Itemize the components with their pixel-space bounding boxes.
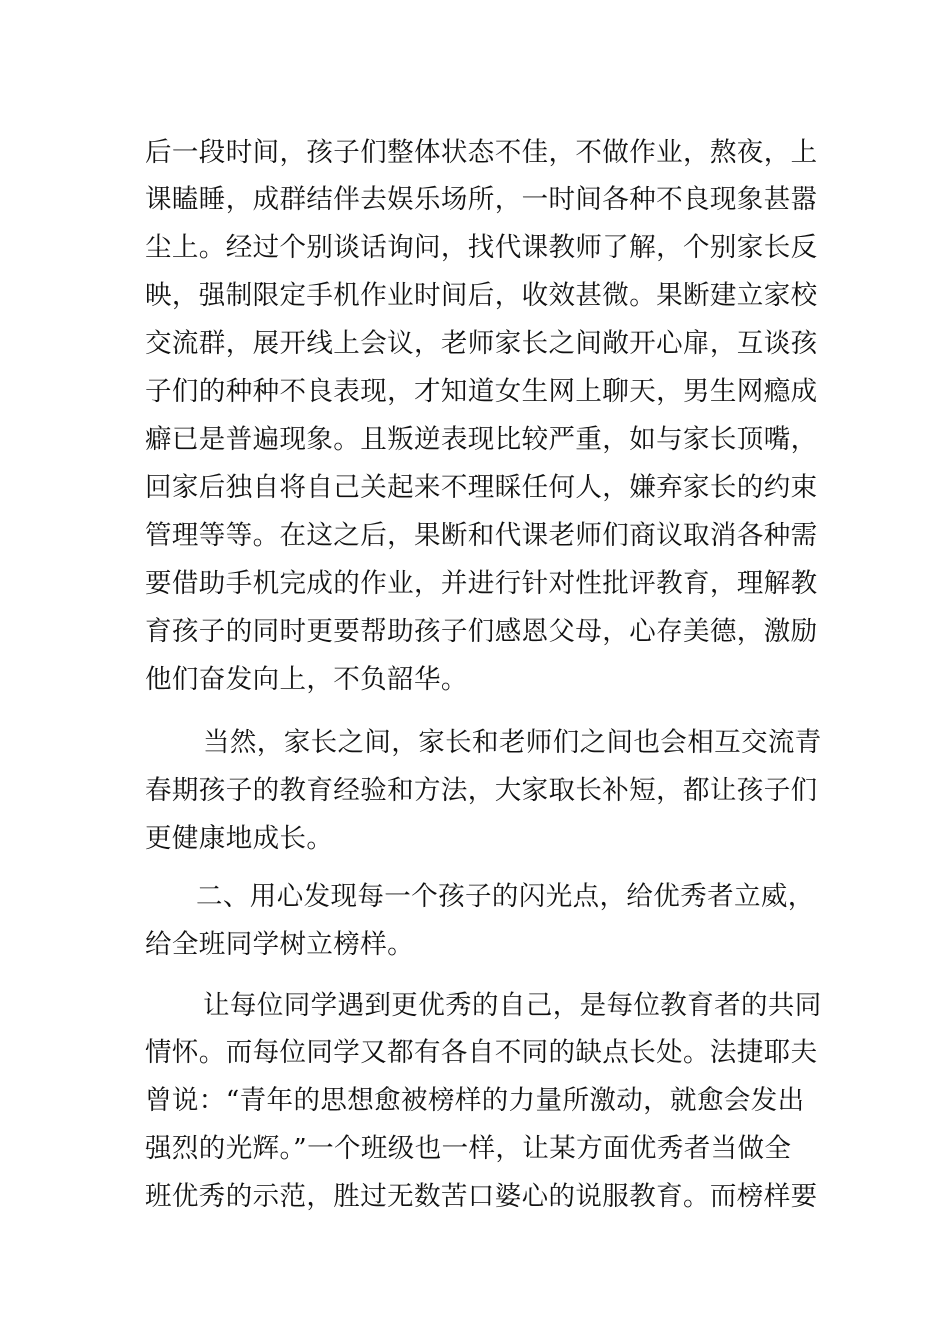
paragraph-first-line: 当然，家长之间，家长和老师们之间也会相互交流青 <box>203 727 822 758</box>
text-line: 后一段时间，孩子们整体状态不佳，不做作业，熬夜，上 <box>145 137 818 168</box>
text-line: 曾说：“青年的思想愈被榜样的力量所激动，就愈会发出 <box>145 1085 805 1116</box>
text-line: 尘上。经过个别谈话询问，找代课教师了解，个别家长反 <box>145 232 818 263</box>
text-line: 要借助手机完成的作业，并进行针对性批评教育，理解教 <box>145 568 818 599</box>
text-line: 班优秀的示范，胜过无数苦口婆心的说服教育。而榜样要 <box>145 1181 818 1212</box>
text-line: 交流群，展开线上会议，老师家长之间敞开心扉，互谈孩 <box>145 328 818 359</box>
paragraph-first-line: 让每位同学遇到更优秀的自己，是每位教育者的共同 <box>203 990 822 1021</box>
text-line: 管理等等。在这之后，果断和代课老师们商议取消各种需 <box>145 520 818 551</box>
text-line: 课瞌睡，成群结伴去娱乐场所，一时间各种不良现象甚嚣 <box>145 184 818 215</box>
section-heading-continued: 给全班同学树立榜样。 <box>145 929 414 960</box>
text-line: 癖已是普遍现象。且叛逆表现比较严重，如与家长顶嘴， <box>145 424 818 455</box>
text-line: 更健康地成长。 <box>145 823 334 854</box>
text-line: 春期孩子的教育经验和方法，大家取长补短，都让孩子们 <box>145 775 818 806</box>
text-line: 情怀。而每位同学又都有各自不同的缺点长处。法捷耶夫 <box>145 1037 818 1068</box>
text-line: 强烈的光辉。”一个班级也一样，让某方面优秀者当做全 <box>145 1133 792 1164</box>
text-line: 他们奋发向上，不负韶华。 <box>145 664 468 695</box>
text-line: 回家后独自将自己关起来不理睬任何人，嫌弃家长的约束 <box>145 472 818 503</box>
text-line: 子们的种种不良表现，才知道女生网上聊天，男生网瘾成 <box>145 376 818 407</box>
text-line: 映，强制限定手机作业时间后，收效甚微。果断建立家校 <box>145 280 818 311</box>
text-line: 育孩子的同时更要帮助孩子们感恩父母，心存美德，激励 <box>145 616 818 647</box>
section-heading: 二、用心发现每一个孩子的闪光点，给优秀者立威， <box>196 881 815 912</box>
